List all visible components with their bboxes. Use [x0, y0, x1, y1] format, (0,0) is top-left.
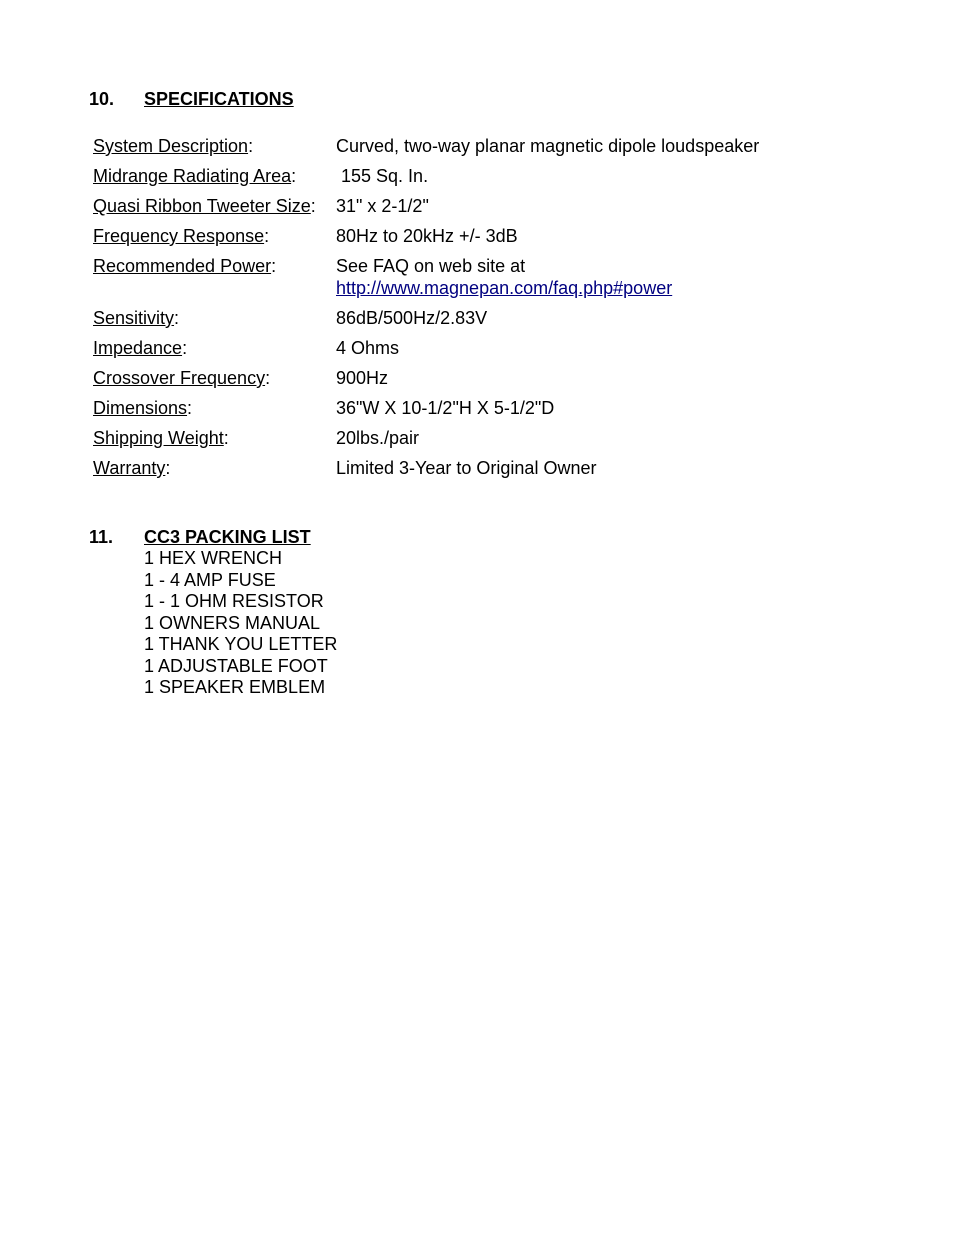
section-title: CC3 PACKING LIST: [144, 527, 311, 547]
spec-value-text: See FAQ on web site at: [336, 256, 526, 276]
spec-value: 900Hz: [336, 368, 389, 388]
faq-link[interactable]: http://www.magnepan.com/faq.php#power: [336, 278, 673, 298]
packing-list: [144, 548, 337, 699]
spec-value: 31" x 2-1/2": [336, 196, 429, 216]
specifications-heading: [89, 88, 294, 110]
list-item: 1 HEX WRENCH: [144, 548, 283, 568]
list-item: 1 OWNERS MANUAL: [144, 612, 321, 633]
spec-value: 80Hz to 20kHz +/- 3dB: [336, 226, 518, 246]
spec-label: Dimensions:: [93, 398, 193, 418]
list-item: 1 - 1 OHM RESISTOR: [144, 591, 324, 611]
spec-label: Frequency Response:: [93, 226, 270, 246]
spec-label: Midrange Radiating Area:: [93, 166, 297, 186]
spec-label: Crossover Frequency:: [93, 368, 271, 388]
spec-value: [336, 255, 672, 299]
spec-label: Quasi Ribbon Tweeter Size:: [93, 196, 316, 216]
section-title: SPECIFICATIONS: [144, 89, 294, 109]
spec-value: Curved, two-way planar magnetic dipole loudspeaker: [336, 136, 760, 156]
section-number: 11.: [89, 527, 114, 547]
spec-value: 20lbs./pair: [336, 428, 420, 448]
spec-value: Limited 3-Year to Original Owner: [336, 458, 597, 478]
list-item: 1 SPEAKER EMBLEM: [144, 677, 326, 697]
spec-value: 36"W X 10-1/2"H X 5-1/2"D: [336, 398, 555, 418]
list-item: 1 - 4 AMP FUSE: [144, 569, 276, 590]
spec-value: 4 Ohms: [336, 338, 400, 358]
packing-list-heading: [89, 526, 311, 548]
spec-value: 155 Sq. In.: [336, 166, 429, 186]
spec-label: System Description:: [93, 136, 254, 156]
list-item: 1 THANK YOU LETTER: [144, 634, 338, 654]
spec-label: Recommended Power:: [93, 256, 277, 276]
spec-label: Sensitivity:: [93, 308, 180, 328]
spec-label: Warranty:: [93, 458, 171, 478]
list-item: 1 ADJUSTABLE FOOT: [144, 655, 328, 676]
spec-label: Shipping Weight:: [93, 428, 229, 448]
spec-value: 86dB/500Hz/2.83V: [336, 308, 488, 328]
section-number: 10.: [89, 89, 115, 109]
spec-label: Impedance:: [93, 338, 188, 358]
